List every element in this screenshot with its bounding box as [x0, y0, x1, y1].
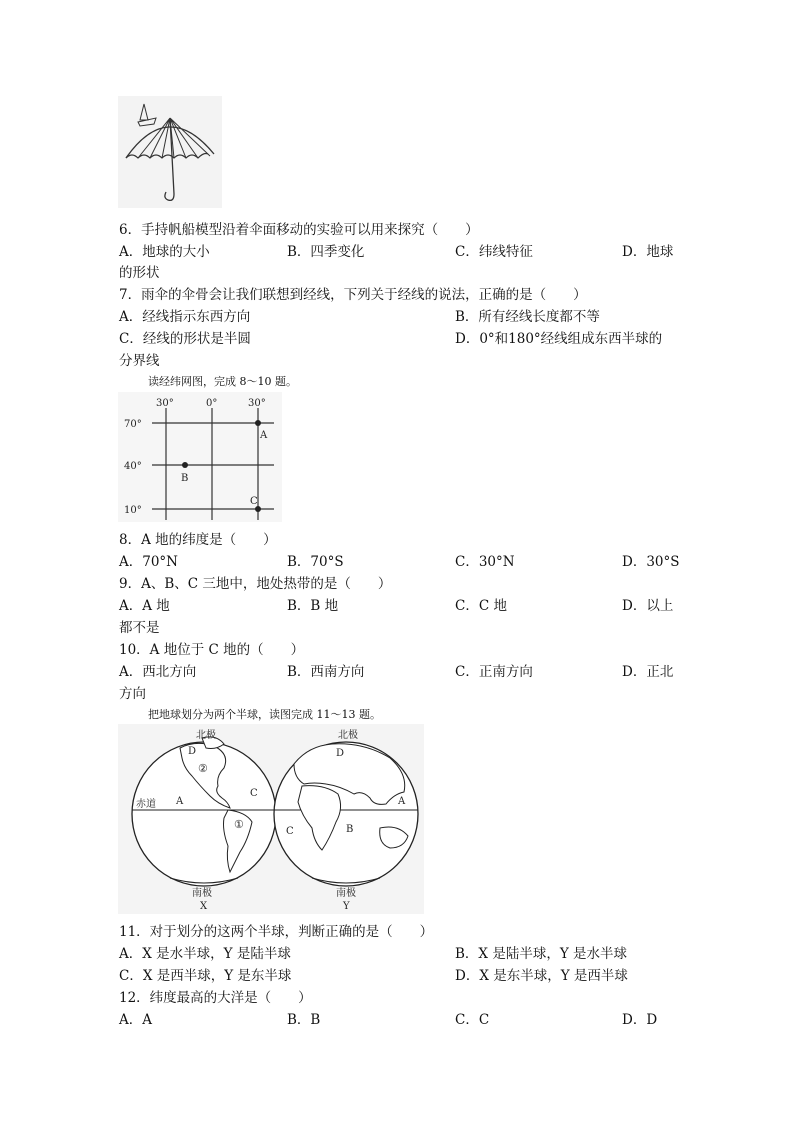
south-pole-label-y: 南极: [336, 888, 356, 899]
q11-option-a: A．X 是水半球，Y 是陆半球: [119, 946, 291, 962]
q9-option-d: D．以上: [622, 598, 674, 614]
north-pole-label-x: 北极: [196, 730, 216, 741]
q7-stem: 7．雨伞的伞骨会让我们联想到经线，下列关于经线的说法，正确的是（ ）: [119, 287, 587, 303]
label-c-y: C: [286, 826, 294, 837]
q12-option-a: A．A: [119, 1012, 152, 1028]
umbrella-figure: [118, 96, 222, 208]
south-pole-label-x: 南极: [192, 888, 212, 899]
label-a-y: A: [398, 796, 406, 807]
q9-option-b: B．B 地: [287, 598, 339, 614]
equator-label: 赤道: [136, 799, 156, 810]
lat-label: 40°: [124, 461, 142, 472]
grid-intro: 读经纬网图，完成 8～10 题。: [148, 375, 297, 388]
label-a-x: A: [176, 796, 184, 807]
north-pole-label-y: 北极: [338, 730, 358, 741]
q7-option-c: C．经线的形状是半圆: [119, 331, 251, 347]
point-b: [182, 462, 188, 468]
q12-stem: 12．纬度最高的大洋是（ ）: [119, 990, 312, 1006]
q8-option-b: B．70°S: [287, 554, 344, 570]
q8-option-c: C．30°N: [455, 554, 515, 570]
q6-option-a: A．地球的大小: [119, 244, 210, 260]
q9-option-d-continued: 都不是: [119, 620, 160, 636]
point-a: [255, 420, 261, 426]
q11-stem: 11．对于划分的这两个半球，判断正确的是（ ）: [119, 924, 434, 940]
lon-label: 30°: [248, 398, 266, 409]
q10-option-d-continued: 方向: [119, 686, 146, 702]
q7-option-b: B．所有经线长度都不等: [455, 309, 600, 325]
q10-option-d: D．正北: [622, 664, 674, 680]
hemispheres-figure: [118, 724, 424, 914]
q6-option-d-continued: 的形状: [119, 265, 160, 281]
label-d-x: D: [188, 746, 197, 757]
q6-option-b: B．四季变化: [287, 244, 365, 260]
q10-option-a: A．西北方向: [119, 664, 197, 680]
hemisphere-intro: 把地球划分为两个半球，读图完成 11～13 题。: [148, 708, 381, 721]
q9-option-c: C．C 地: [455, 598, 507, 614]
q12-option-c: C．C: [455, 1012, 490, 1028]
lat-label: 70°: [124, 419, 142, 430]
point-a-label: A: [260, 430, 268, 441]
lon-label: 30°: [156, 398, 174, 409]
label-2-x: ②: [198, 762, 208, 775]
q7-option-a: A．经线指示东西方向: [119, 309, 251, 325]
hemisphere-y-name: Y: [343, 901, 350, 912]
q7-option-d: D．0°和180°经线组成东西半球的: [455, 331, 663, 347]
q10-stem: 10．A 地位于 C 地的（ ）: [119, 642, 305, 658]
point-b-label: B: [181, 473, 189, 484]
label-1-x: ①: [234, 818, 244, 831]
lat-lon-grid-figure: [118, 392, 282, 522]
q9-option-a: A．A 地: [119, 598, 170, 614]
q6-stem: 6．手持帆船模型沿着伞面移动的实验可以用来探究（ ）: [119, 222, 479, 238]
q10-option-c: C．正南方向: [455, 664, 533, 680]
q10-option-b: B．西南方向: [287, 664, 365, 680]
q12-option-d: D．D: [622, 1012, 658, 1028]
q11-option-c: C．X 是西半球，Y 是东半球: [119, 968, 292, 984]
q12-option-b: B．B: [287, 1012, 321, 1028]
q6-option-c: C．纬线特征: [455, 244, 533, 260]
hemisphere-x-name: X: [200, 901, 208, 912]
q11-option-d: D．X 是东半球，Y 是西半球: [455, 968, 628, 984]
q8-option-d: D．30°S: [622, 554, 680, 570]
lat-label: 10°: [124, 505, 142, 516]
q8-stem: 8．A 地的纬度是（ ）: [119, 532, 277, 548]
point-c-label: C: [250, 496, 258, 507]
lon-label: 0°: [206, 398, 218, 409]
q8-option-a: A．70°N: [119, 554, 178, 570]
label-c-x: C: [250, 788, 258, 799]
q7-option-d-continued: 分界线: [119, 353, 160, 369]
label-d-y: D: [336, 748, 345, 759]
q11-option-b: B．X 是陆半球，Y 是水半球: [455, 946, 628, 962]
label-b-y: B: [346, 824, 354, 835]
q9-stem: 9．A、B、C 三地中，地处热带的是（ ）: [119, 576, 392, 592]
q6-option-d: D．地球: [622, 244, 674, 260]
